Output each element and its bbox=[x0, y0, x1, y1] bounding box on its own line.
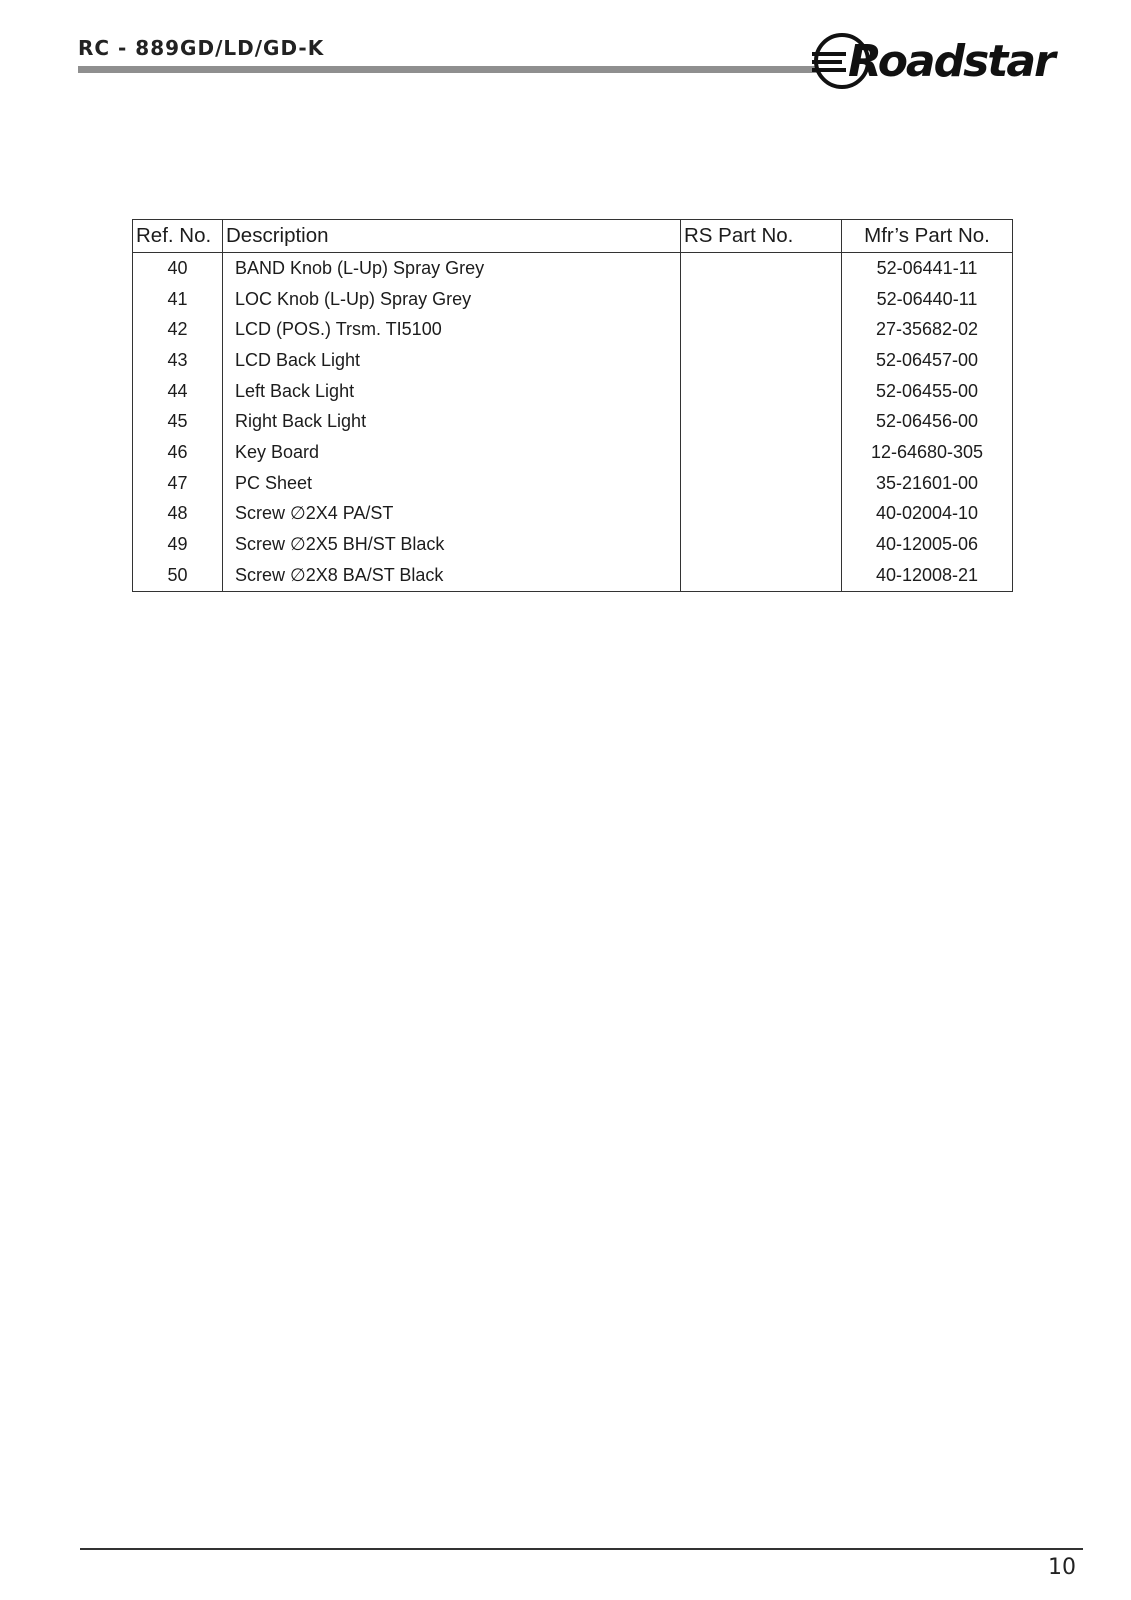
cell-mfr-part: 27-35682-02 bbox=[842, 314, 1013, 345]
footer-rule bbox=[80, 1548, 1083, 1550]
cell-rs-part bbox=[681, 345, 842, 376]
cell-ref: 44 bbox=[133, 376, 223, 407]
cell-mfr-part: 52-06456-00 bbox=[842, 406, 1013, 437]
table-row bbox=[133, 499, 1013, 530]
table-row bbox=[133, 345, 1013, 376]
cell-rs-part bbox=[681, 437, 842, 468]
roadstar-logo bbox=[812, 30, 1077, 92]
model-title: RC - 889GD/LD/GD-K bbox=[78, 36, 325, 60]
table-row bbox=[133, 529, 1013, 560]
cell-description: Left Back Light bbox=[223, 376, 681, 407]
table-header-row bbox=[133, 220, 1013, 253]
cell-mfr-part: 52-06441-11 bbox=[842, 253, 1013, 284]
cell-ref: 43 bbox=[133, 345, 223, 376]
cell-rs-part bbox=[681, 406, 842, 437]
cell-rs-part bbox=[681, 468, 842, 499]
cell-mfr-part: 40-12008-21 bbox=[842, 560, 1013, 591]
cell-description: Key Board bbox=[223, 437, 681, 468]
cell-ref: 47 bbox=[133, 468, 223, 499]
table-row bbox=[133, 376, 1013, 407]
cell-ref: 40 bbox=[133, 253, 223, 284]
cell-description: BAND Knob (L-Up) Spray Grey bbox=[223, 253, 681, 284]
cell-rs-part bbox=[681, 253, 842, 284]
cell-ref: 49 bbox=[133, 529, 223, 560]
cell-ref: 41 bbox=[133, 284, 223, 315]
cell-description: PC Sheet bbox=[223, 468, 681, 499]
header-mfr-part-no: Mfr’s Part No. bbox=[842, 220, 1013, 253]
cell-description: Screw ∅2X4 PA/ST bbox=[223, 499, 681, 530]
cell-mfr-part: 40-12005-06 bbox=[842, 529, 1013, 560]
table-row bbox=[133, 284, 1013, 315]
header-ref-no: Ref. No. bbox=[133, 220, 223, 253]
header-rs-part-no: RS Part No. bbox=[681, 220, 842, 253]
table-row bbox=[133, 468, 1013, 499]
cell-description: LCD Back Light bbox=[223, 345, 681, 376]
cell-mfr-part: 40-02004-10 bbox=[842, 499, 1013, 530]
logo-wordmark: Roadstar bbox=[848, 36, 1054, 87]
cell-rs-part bbox=[681, 560, 842, 591]
page-number: 10 bbox=[1048, 1555, 1076, 1580]
cell-rs-part bbox=[681, 529, 842, 560]
cell-description: LCD (POS.) Trsm. TI5100 bbox=[223, 314, 681, 345]
header-rule bbox=[78, 66, 818, 73]
table-row bbox=[133, 560, 1013, 591]
cell-rs-part bbox=[681, 314, 842, 345]
cell-mfr-part: 35-21601-00 bbox=[842, 468, 1013, 499]
cell-ref: 42 bbox=[133, 314, 223, 345]
header-description: Description bbox=[223, 220, 681, 253]
cell-description: Screw ∅2X8 BA/ST Black bbox=[223, 560, 681, 591]
table-row bbox=[133, 406, 1013, 437]
cell-description: LOC Knob (L-Up) Spray Grey bbox=[223, 284, 681, 315]
cell-mfr-part: 52-06440-11 bbox=[842, 284, 1013, 315]
cell-ref: 50 bbox=[133, 560, 223, 591]
cell-mfr-part: 52-06455-00 bbox=[842, 376, 1013, 407]
cell-ref: 48 bbox=[133, 499, 223, 530]
cell-rs-part bbox=[681, 499, 842, 530]
cell-description: Right Back Light bbox=[223, 406, 681, 437]
cell-mfr-part: 52-06457-00 bbox=[842, 345, 1013, 376]
cell-ref: 46 bbox=[133, 437, 223, 468]
cell-rs-part bbox=[681, 284, 842, 315]
table-row bbox=[133, 253, 1013, 284]
cell-rs-part bbox=[681, 376, 842, 407]
table-row bbox=[133, 437, 1013, 468]
cell-description: Screw ∅2X5 BH/ST Black bbox=[223, 529, 681, 560]
cell-mfr-part: 12-64680-305 bbox=[842, 437, 1013, 468]
cell-ref: 45 bbox=[133, 406, 223, 437]
parts-list-table bbox=[132, 219, 1013, 592]
table-row bbox=[133, 314, 1013, 345]
